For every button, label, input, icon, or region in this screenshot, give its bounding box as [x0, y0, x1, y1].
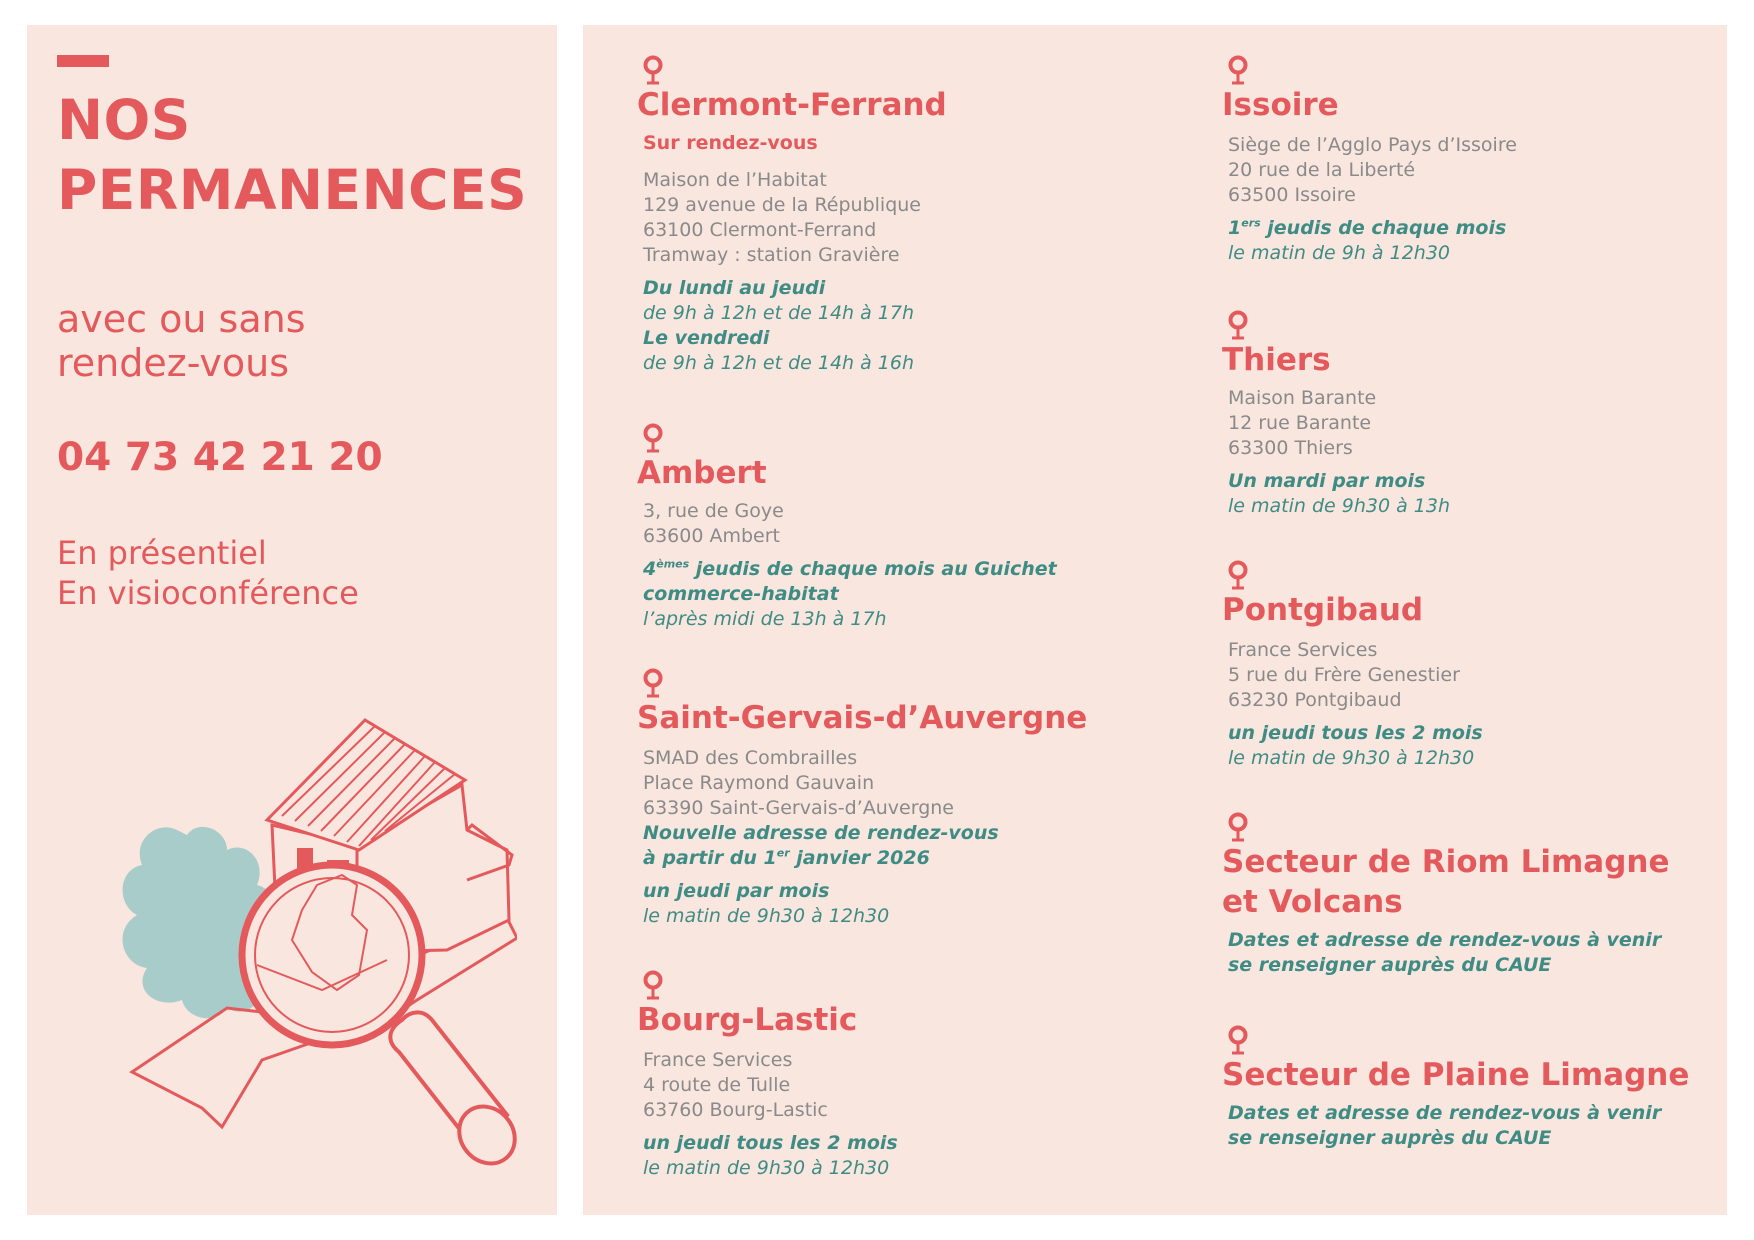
right-panel — [583, 25, 1727, 1215]
map-pin-icon — [1226, 1025, 1250, 1055]
map-pin-icon — [641, 668, 665, 698]
address-line: 63500 Issoire — [1228, 184, 1356, 206]
schedule-hours: le matin de 9h30 à 13h — [1228, 495, 1451, 517]
map-pin-icon — [641, 970, 665, 1000]
address-line: 20 rue de la Liberté — [1228, 159, 1416, 181]
address-line: Maison Barante — [1228, 387, 1377, 409]
location-details — [643, 1048, 898, 1181]
address-line: 63100 Clermont-Ferrand — [643, 219, 877, 241]
sector-name-line-2: et Volcans — [1222, 884, 1403, 920]
address-line: 5 rue du Frère Genestier — [1228, 664, 1460, 686]
title-line-2: PERMANENCES — [57, 158, 528, 222]
mode-video: En visioconférence — [57, 574, 359, 612]
schedule-days: Un mardi par mois — [1228, 470, 1426, 492]
page-title — [57, 85, 527, 225]
title-line-1: NOS — [57, 88, 191, 152]
accent-bar — [57, 55, 109, 67]
schedule-days-text: jeudis de chaque mois — [1260, 217, 1507, 239]
location-details — [1228, 133, 1517, 266]
location-details — [643, 499, 1057, 632]
schedule-hours: le matin de 9h à 12h30 — [1228, 242, 1451, 264]
location-details — [1228, 386, 1450, 519]
sector-name-line-1: Secteur de Riom Limagne — [1222, 844, 1670, 880]
city-name: Pontgibaud — [1222, 592, 1424, 628]
info-line: se renseigner auprès du CAUE — [1228, 1127, 1552, 1149]
location-details — [643, 131, 921, 376]
sector-name: Secteur de Plaine Limagne — [1222, 1057, 1690, 1093]
schedule-hours: le matin de 9h30 à 12h30 — [643, 905, 890, 927]
address-line: France Services — [643, 1049, 793, 1071]
mode-in-person: En présentiel — [57, 534, 267, 572]
schedule-days-text: jeudis de chaque mois au Guichet — [689, 558, 1057, 580]
subtitle-line-2: rendez-vous — [57, 341, 290, 385]
city-name: Thiers — [1222, 342, 1331, 378]
address-line: 3, rue de Goye — [643, 500, 784, 522]
schedule-days — [1228, 216, 1517, 241]
address-line: 12 rue Barante — [1228, 412, 1372, 434]
schedule-hours: de 9h à 12h et de 14h à 16h — [643, 352, 915, 374]
map-pin-icon — [1226, 310, 1250, 340]
location-details — [643, 746, 999, 929]
schedule-days: un jeudi tous les 2 mois — [1228, 722, 1483, 744]
address-line: Siège de l’Agglo Pays d’Issoire — [1228, 134, 1517, 156]
ordinal-suffix: er — [776, 846, 790, 860]
address-line: SMAD des Combrailles — [643, 747, 858, 769]
schedule-days-cont: commerce-habitat — [643, 583, 839, 605]
house-magnifier-illustration — [87, 690, 517, 1215]
city-name: Saint-Gervais-d’Auvergne — [637, 700, 1088, 736]
schedule-hours: l’après midi de 13h à 17h — [643, 608, 887, 630]
location-details — [1228, 928, 1661, 978]
left-panel — [27, 25, 557, 1215]
info-line: se renseigner auprès du CAUE — [1228, 954, 1552, 976]
new-address-date — [643, 846, 999, 871]
address-line: Tramway : station Gravière — [643, 244, 900, 266]
schedule-hours: le matin de 9h30 à 12h30 — [643, 1157, 890, 1179]
schedule-days — [643, 557, 1057, 582]
address-line: 63390 Saint-Gervais-d’Auvergne — [643, 797, 954, 819]
ordinal: 4 — [643, 558, 657, 580]
ordinal-suffix: èmes — [656, 557, 690, 571]
city-name: Issoire — [1222, 87, 1339, 123]
schedule-hours: de 9h à 12h et de 14h à 17h — [643, 302, 915, 324]
new-address-note: Nouvelle adresse de rendez-vous — [643, 822, 999, 844]
map-pin-icon — [1226, 55, 1250, 85]
location-details — [1228, 1101, 1661, 1151]
address-line: 129 avenue de la République — [643, 194, 921, 216]
schedule-hours: le matin de 9h30 à 12h30 — [1228, 747, 1475, 769]
address-line: 63600 Ambert — [643, 525, 780, 547]
address-line: 4 route de Tulle — [643, 1074, 791, 1096]
date-text: à partir du 1 — [643, 847, 777, 869]
map-pin-icon — [641, 55, 665, 85]
magnifier-lens — [242, 865, 422, 1045]
map-pin-icon — [1226, 812, 1250, 842]
city-name: Ambert — [637, 455, 767, 491]
address-line: 63230 Pontgibaud — [1228, 689, 1402, 711]
map-pin-icon — [641, 423, 665, 453]
schedule-days: Du lundi au jeudi — [643, 277, 826, 299]
address-line: 63760 Bourg-Lastic — [643, 1099, 828, 1121]
city-name: Clermont-Ferrand — [637, 87, 947, 123]
schedule-days: un jeudi par mois — [643, 880, 830, 902]
schedule-days: un jeudi tous les 2 mois — [643, 1132, 898, 1154]
info-line: Dates et adresse de rendez-vous à venir — [1228, 929, 1662, 951]
address-line: France Services — [1228, 639, 1378, 661]
address-line: Maison de l’Habitat — [643, 169, 827, 191]
location-details — [1228, 638, 1483, 771]
subtitle — [57, 297, 306, 385]
address-line: Place Raymond Gauvain — [643, 772, 875, 794]
schedule-days: Le vendredi — [643, 327, 770, 349]
map-pin-icon — [1226, 560, 1250, 590]
subtitle-line-1: avec ou sans — [57, 297, 306, 341]
city-name: Bourg-Lastic — [637, 1002, 858, 1038]
phone-number: 04 73 42 21 20 — [57, 435, 383, 480]
appointment-note: Sur rendez-vous — [643, 132, 818, 154]
address-line: 63300 Thiers — [1228, 437, 1353, 459]
info-line: Dates et adresse de rendez-vous à venir — [1228, 1102, 1662, 1124]
sector-name — [1222, 842, 1670, 922]
ordinal: 1 — [1228, 217, 1242, 239]
ordinal-suffix: ers — [1241, 216, 1261, 230]
date-text: janvier 2026 — [789, 847, 930, 869]
consultation-modes — [57, 533, 359, 613]
